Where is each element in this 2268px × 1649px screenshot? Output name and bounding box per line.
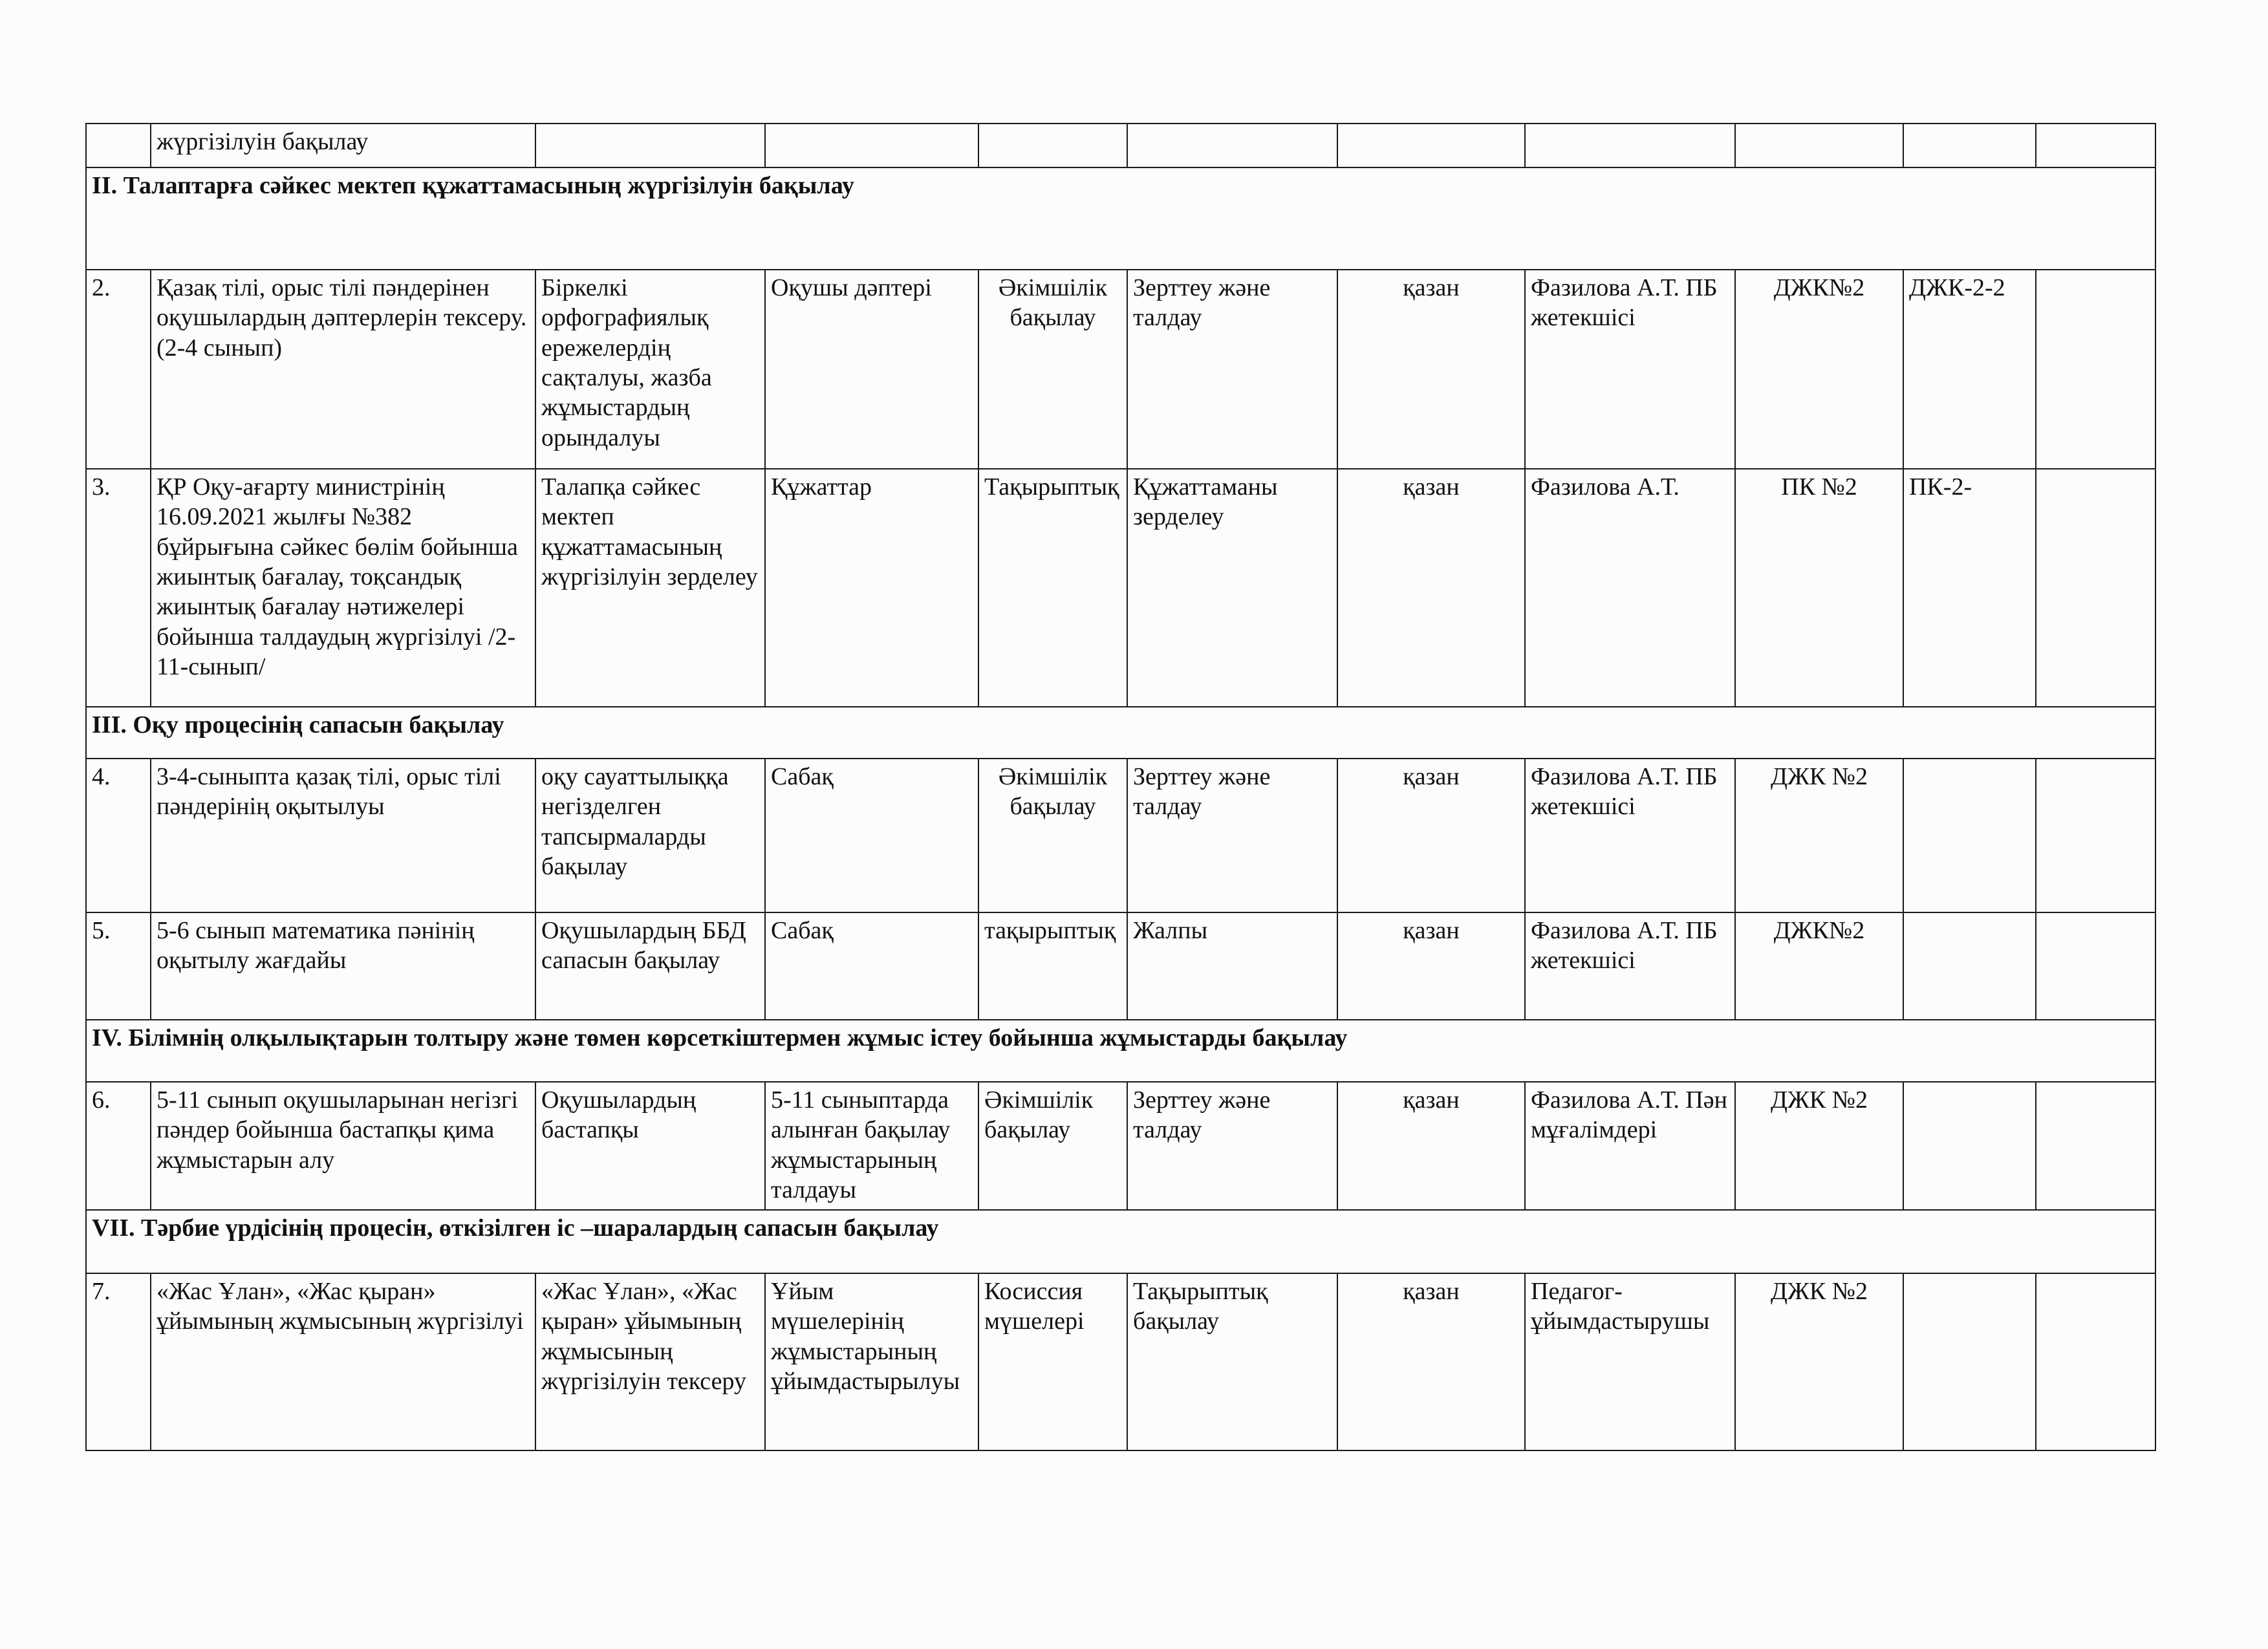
section-row <box>86 1210 2155 1273</box>
cell-topic: жүргізілуін бақылау <box>151 124 535 167</box>
section-heading: IV. Білімнің олқылықтарын толтыру және төмен көрсеткіштермен жұмыс істеу бойынша жұмыстарды бақылау <box>86 1020 2155 1082</box>
cell-date: қазан <box>1337 759 1525 912</box>
cell-responsible: Фазилова А.Т. ПБ жетекшісі <box>1525 912 1735 1020</box>
cell-date: қазан <box>1337 469 1525 707</box>
cell-place: ПК №2 <box>1735 469 1903 707</box>
cell-result <box>1903 912 2036 1020</box>
cell-result: ПК-2- <box>1903 469 2036 707</box>
cell-goal <box>535 124 765 167</box>
cell-object: Сабақ <box>765 759 978 912</box>
cell-responsible: Фазилова А.Т. Пән мұғалімдері <box>1525 1082 1735 1210</box>
cell-extra <box>2036 469 2155 707</box>
cell-number: 3. <box>86 469 151 707</box>
cell-number: 6. <box>86 1082 151 1210</box>
table-row <box>86 469 2155 707</box>
cell-number: 5. <box>86 912 151 1020</box>
cell-goal: Талапқа сәйкес мектеп құжаттамасының жүргізілуін зерделеу <box>535 469 765 707</box>
cell-type: Әкімшілік бақылау <box>978 759 1127 912</box>
section-row <box>86 167 2155 270</box>
cell-place: ДЖК№2 <box>1735 912 1903 1020</box>
cell-topic: ҚР Оқу-ағарту министрінің 16.09.2021 жылғы №382 бұйрығына сәйкес бөлім бойынша жиынтық бағалау, тоқсандық жиынтық бағалау нәтижелері бойынша талдаудың жүргізілуі /2-11-сынып/ <box>151 469 535 707</box>
cell-object: Оқушы дәптері <box>765 270 978 469</box>
cell-method <box>1127 124 1337 167</box>
table-row <box>86 912 2155 1020</box>
cell-result <box>1903 1273 2036 1450</box>
cell-topic: 5-11 сынып оқушыларынан негізгі пәндер бойынша бастапқы қима жұмыстарын алу <box>151 1082 535 1210</box>
cell-date <box>1337 124 1525 167</box>
cell-method: Зерттеу және талдау <box>1127 270 1337 469</box>
cell-result <box>1903 124 2036 167</box>
control-plan-table <box>85 123 2156 1451</box>
cell-responsible: Фазилова А.Т. <box>1525 469 1735 707</box>
cell-number: 2. <box>86 270 151 469</box>
cell-goal: оқу сауаттылыққа негізделген тапсырмаларды бақылау <box>535 759 765 912</box>
cell-object: Сабақ <box>765 912 978 1020</box>
cell-method: Зерттеу және талдау <box>1127 759 1337 912</box>
cell-place: ДЖК№2 <box>1735 270 1903 469</box>
cell-place <box>1735 124 1903 167</box>
cell-object <box>765 124 978 167</box>
table-row <box>86 1273 2155 1450</box>
cell-responsible <box>1525 124 1735 167</box>
cell-responsible: Фазилова А.Т. ПБ жетекшісі <box>1525 270 1735 469</box>
cell-number: 7. <box>86 1273 151 1450</box>
cell-method: Зерттеу және талдау <box>1127 1082 1337 1210</box>
cell-extra <box>2036 759 2155 912</box>
cell-type <box>978 124 1127 167</box>
cell-topic: Қазақ тілі, орыс тілі пәндерінен оқушылардың дәптерлерін тексеру. (2-4 сынып) <box>151 270 535 469</box>
cell-place: ДЖК №2 <box>1735 1273 1903 1450</box>
cell-extra <box>2036 1082 2155 1210</box>
section-heading: II. Талаптарға сәйкес мектеп құжаттамасының жүргізілуін бақылау <box>86 167 2155 270</box>
cell-method: Жалпы <box>1127 912 1337 1020</box>
cell-date: қазан <box>1337 270 1525 469</box>
section-row <box>86 707 2155 759</box>
cell-goal: «Жас Ұлан», «Жас қыран» ұйымының жұмысының жүргізілуін тексеру <box>535 1273 765 1450</box>
cell-date: қазан <box>1337 1273 1525 1450</box>
section-heading: VII. Тәрбие үрдісінің процесін, өткізілген іс –шаралардың сапасын бақылау <box>86 1210 2155 1273</box>
cell-topic: 5-6 сынып математика пәнінің оқытылу жағдайы <box>151 912 535 1020</box>
cell-method: Құжаттаманы зерделеу <box>1127 469 1337 707</box>
cell-topic: «Жас Ұлан», «Жас қыран» ұйымының жұмысының жүргізілуі <box>151 1273 535 1450</box>
cell-topic: 3-4-сыныпта қазақ тілі, орыс тілі пәндерінің оқытылуы <box>151 759 535 912</box>
cell-extra <box>2036 270 2155 469</box>
table-row <box>86 1082 2155 1210</box>
cell-responsible: Фазилова А.Т. ПБ жетекшісі <box>1525 759 1735 912</box>
cell-result <box>1903 759 2036 912</box>
cell-type: Әкімшілік бақылау <box>978 270 1127 469</box>
table-row <box>86 270 2155 469</box>
cell-place: ДЖК №2 <box>1735 759 1903 912</box>
cell-extra <box>2036 912 2155 1020</box>
cell-place: ДЖК №2 <box>1735 1082 1903 1210</box>
cell-responsible: Педагог-ұйымдастырушы <box>1525 1273 1735 1450</box>
cell-type: Тақырыптық <box>978 469 1127 707</box>
cell-goal: Оқушылардың бастапқы <box>535 1082 765 1210</box>
cell-object: Ұйым мүшелерінің жұмыстарының ұйымдастырылуы <box>765 1273 978 1450</box>
cell-type: тақырыптық <box>978 912 1127 1020</box>
cell-number <box>86 124 151 167</box>
table-row <box>86 759 2155 912</box>
section-heading: III. Оқу процесінің сапасын бақылау <box>86 707 2155 759</box>
cell-type: Әкімшілік бақылау <box>978 1082 1127 1210</box>
cell-goal: Біркелкі орфографиялық ережелердің сақталуы, жазба жұмыстардың орындалуы <box>535 270 765 469</box>
cell-number: 4. <box>86 759 151 912</box>
cell-result <box>1903 1082 2036 1210</box>
cell-object: 5-11 сыныптарда алынған бақылау жұмыстарының талдауы <box>765 1082 978 1210</box>
cell-type: Косиссия мүшелері <box>978 1273 1127 1450</box>
cell-object: Құжаттар <box>765 469 978 707</box>
section-row <box>86 1020 2155 1082</box>
cell-date: қазан <box>1337 1082 1525 1210</box>
table-row <box>86 124 2155 167</box>
cell-extra <box>2036 1273 2155 1450</box>
cell-result: ДЖК-2-2 <box>1903 270 2036 469</box>
cell-date: қазан <box>1337 912 1525 1020</box>
cell-method: Тақырыптық бақылау <box>1127 1273 1337 1450</box>
cell-extra <box>2036 124 2155 167</box>
cell-goal: Оқушылардың ББД сапасын бақылау <box>535 912 765 1020</box>
